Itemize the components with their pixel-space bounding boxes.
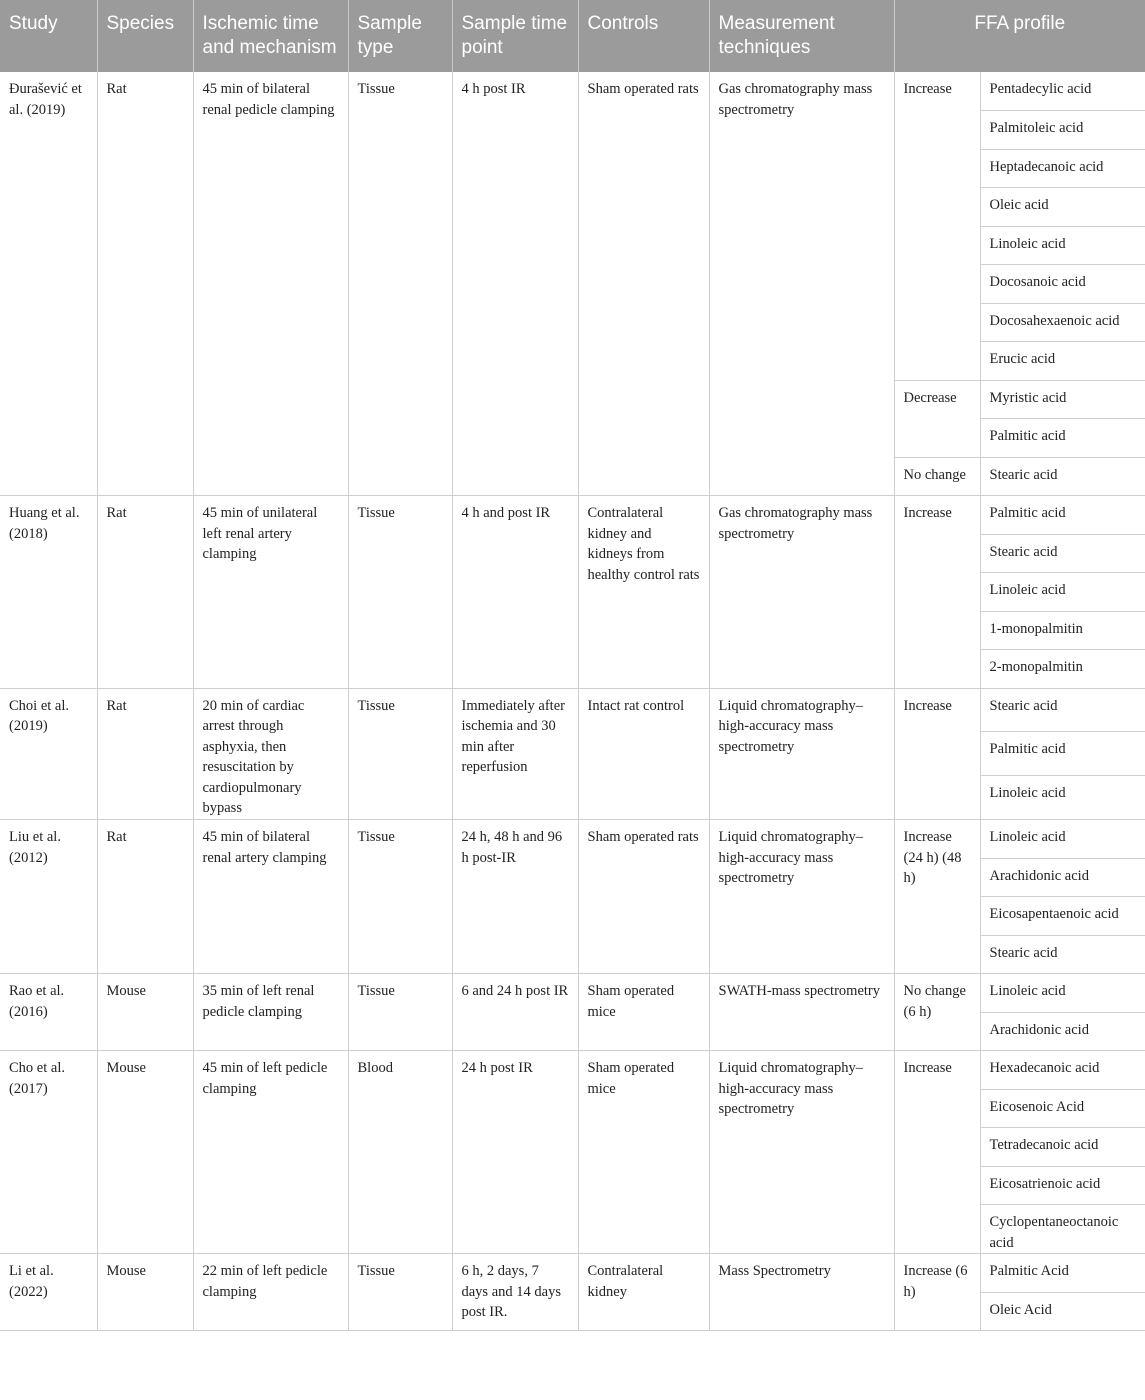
ffa-acid-cell: Stearic acid [980,457,1145,496]
header-measurement-techniques: Measurement techniques [709,0,894,72]
ffa-acid-cell: Palmitic Acid [980,1254,1145,1293]
ffa-acid-cell: Arachidonic acid [980,858,1145,897]
ffa-acid-cell: Myristic acid [980,380,1145,419]
sample-type-cell: Tissue [348,820,452,974]
species-cell: Rat [97,820,193,974]
sample-time-point-cell: 6 h, 2 days, 7 days and 14 days post IR. [452,1254,578,1331]
ffa-acid-cell: Tetradecanoic acid [980,1128,1145,1167]
ffa-acid-cell: Arachidonic acid [980,1012,1145,1051]
ffa-acid-cell: Eicosatrienoic acid [980,1166,1145,1205]
table-row [0,1051,1145,1090]
controls-cell: Intact rat control [578,688,709,820]
controls-cell: Sham operated rats [578,72,709,496]
ffa-acid-cell: Linoleic acid [980,226,1145,265]
controls-cell: Sham operated mice [578,974,709,1051]
ffa-acid-cell: Palmitoleic acid [980,111,1145,150]
measurement-technique-cell: Gas chromatography mass spectrometry [709,72,894,496]
ffa-acid-cell: 1-monopalmitin [980,611,1145,650]
sample-time-point-cell: Immediately after ischemia and 30 min after reperfusion [452,688,578,820]
header-controls: Controls [578,0,709,72]
table-row [0,496,1145,535]
ffa-acid-cell: Palmitic acid [980,732,1145,776]
sample-type-cell: Tissue [348,688,452,820]
ffa-acid-cell: Stearic acid [980,688,1145,732]
controls-cell: Contralateral kidney [578,1254,709,1331]
header-sample-type: Sample type [348,0,452,72]
ffa-acid-cell: 2-monopalmitin [980,650,1145,689]
sample-type-cell: Blood [348,1051,452,1254]
ffa-acid-cell: Erucic acid [980,342,1145,381]
ffa-direction-cell: Decrease [894,380,980,457]
sample-type-cell: Tissue [348,974,452,1051]
ffa-direction-cell: No change (6 h) [894,974,980,1051]
measurement-technique-cell: SWATH-mass spectrometry [709,974,894,1051]
species-cell: Mouse [97,1051,193,1254]
ffa-acid-cell: Linoleic acid [980,820,1145,859]
ischemic-time-cell: 45 min of unilateral left renal artery clamping [193,496,348,689]
ffa-direction-cell: Increase [894,688,980,820]
table-row [0,72,1145,111]
species-cell: Rat [97,688,193,820]
species-cell: Mouse [97,1254,193,1331]
study-cell: Choi et al. (2019) [0,688,97,820]
ffa-acid-cell: Docosahexaenoic acid [980,303,1145,342]
study-cell: Li et al. (2022) [0,1254,97,1331]
ffa-acid-cell: Linoleic acid [980,974,1145,1013]
table-row [0,820,1145,859]
study-cell: Đurašević et al. (2019) [0,72,97,496]
measurement-technique-cell: Gas chromatography mass spectrometry [709,496,894,689]
table-row [0,688,1145,732]
table-row [0,1254,1145,1293]
controls-cell: Sham operated mice [578,1051,709,1254]
study-cell: Cho et al. (2017) [0,1051,97,1254]
ffa-acid-cell: Palmitic acid [980,496,1145,535]
ffa-direction-cell: No change [894,457,980,496]
header-study: Study [0,0,97,72]
header-row [0,0,1145,72]
ffa-acid-cell: Docosanoic acid [980,265,1145,304]
ffa-acid-cell: Eicosapentaenoic acid [980,897,1145,936]
sample-time-point-cell: 24 h, 48 h and 96 h post-IR [452,820,578,974]
ffa-acid-cell: Stearic acid [980,534,1145,573]
ffa-direction-cell: Increase (6 h) [894,1254,980,1331]
species-cell: Rat [97,496,193,689]
controls-cell: Contralateral kidney and kidneys from healthy control rats [578,496,709,689]
measurement-technique-cell: Liquid chromatography–high-accuracy mass spectrometry [709,820,894,974]
study-cell: Rao et al. (2016) [0,974,97,1051]
ffa-acid-cell: Oleic acid [980,188,1145,227]
ffa-acid-cell: Linoleic acid [980,776,1145,820]
ischemic-time-cell: 22 min of left pedicle clamping [193,1254,348,1331]
ffa-acid-cell: Stearic acid [980,935,1145,974]
ischemic-time-cell: 20 min of cardiac arrest through asphyxia, then resuscitation by cardiopulmonary bypass [193,688,348,820]
ischemic-time-cell: 45 min of bilateral renal pedicle clamping [193,72,348,496]
study-cell: Liu et al. (2012) [0,820,97,974]
study-cell: Huang et al. (2018) [0,496,97,689]
header-sample-time-point: Sample time point [452,0,578,72]
sample-type-cell: Tissue [348,72,452,496]
ffa-direction-cell: Increase [894,496,980,689]
ffa-acid-cell: Oleic Acid [980,1292,1145,1331]
ffa-acid-cell: Cyclopentaneoctanoic acid [980,1205,1145,1254]
ffa-acid-cell: Linoleic acid [980,573,1145,612]
sample-time-point-cell: 6 and 24 h post IR [452,974,578,1051]
measurement-technique-cell: Liquid chromatography–high-accuracy mass spectrometry [709,688,894,820]
header-species: Species [97,0,193,72]
sample-time-point-cell: 24 h post IR [452,1051,578,1254]
header-ischemic-time: Ischemic time and mechanism [193,0,348,72]
table-body [0,72,1145,1331]
measurement-technique-cell: Liquid chromatography–high-accuracy mass spectrometry [709,1051,894,1254]
table-row [0,974,1145,1013]
sample-type-cell: Tissue [348,1254,452,1331]
ffa-acid-cell: Heptadecanoic acid [980,149,1145,188]
ffa-direction-cell: Increase (24 h) (48 h) [894,820,980,974]
ffa-direction-cell: Increase [894,1051,980,1254]
ischemic-time-cell: 45 min of bilateral renal artery clamping [193,820,348,974]
sample-time-point-cell: 4 h post IR [452,72,578,496]
header-ffa-profile: FFA profile [894,0,1145,72]
measurement-technique-cell: Mass Spectrometry [709,1254,894,1331]
sample-type-cell: Tissue [348,496,452,689]
ffa-direction-cell: Increase [894,72,980,380]
species-cell: Mouse [97,974,193,1051]
ffa-acid-cell: Pentadecylic acid [980,72,1145,111]
sample-time-point-cell: 4 h and post IR [452,496,578,689]
controls-cell: Sham operated rats [578,820,709,974]
ffa-acid-cell: Palmitic acid [980,419,1145,458]
ischemic-time-cell: 45 min of left pedicle clamping [193,1051,348,1254]
ffa-acid-cell: Hexadecanoic acid [980,1051,1145,1090]
ischemic-time-cell: 35 min of left renal pedicle clamping [193,974,348,1051]
ffa-acid-cell: Eicosenoic Acid [980,1089,1145,1128]
species-cell: Rat [97,72,193,496]
